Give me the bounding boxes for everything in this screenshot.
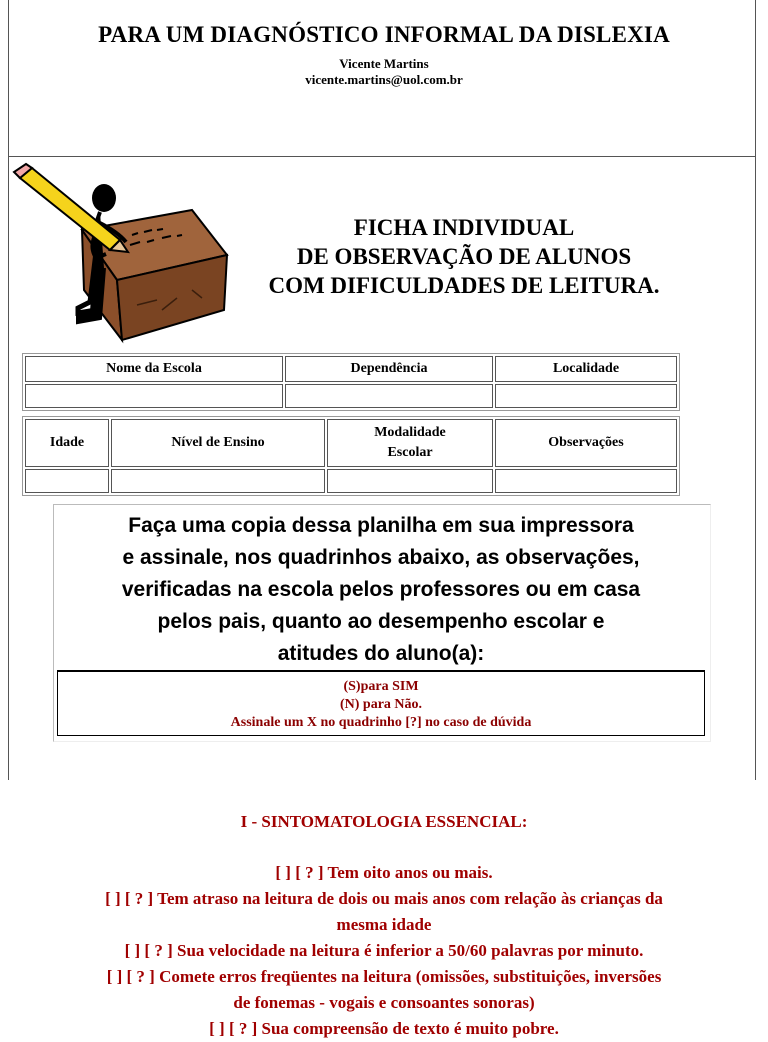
legend-no: (N) para Não. xyxy=(339,697,423,712)
symptom-item: [ ] [ ? ] Comete erros freqüentes na leitura (omissões, substituições, inversões xyxy=(106,967,662,986)
symptom-item: [ ] [ ? ] Sua compreensão de texto é muito pobre. xyxy=(209,1019,559,1038)
form-title-line-1: FICHA INDIVIDUAL xyxy=(353,215,575,240)
author-email: vicente.martins@uol.com.br xyxy=(305,72,463,87)
section-title: I - SINTOMATOLOGIA ESSENCIAL: xyxy=(240,812,528,831)
symptom-list xyxy=(20,860,748,1042)
author-name: Vicente Martins xyxy=(339,56,429,71)
legend-yes: (S)para SIM xyxy=(343,679,419,694)
symptom-item-continuation: mesma idade xyxy=(336,915,432,934)
symptom-item: [ ] [ ? ] Tem atraso na leitura de dois ou mais anos com relação às crianças da xyxy=(105,889,663,908)
header-age: Idade xyxy=(25,419,109,467)
frame-divider xyxy=(8,156,756,157)
form-title-line-2: DE OBSERVAÇÃO DE ALUNOS xyxy=(296,244,632,269)
school-info-table xyxy=(22,353,680,411)
field-school-name[interactable] xyxy=(25,384,283,408)
instructions-text xyxy=(53,510,709,670)
symptom-item: [ ] [ ? ] Sua velocidade na leitura é inferior a 50/60 palavras por minuto. xyxy=(124,941,644,960)
instructions-line-2: e assinale, nos quadrinhos abaixo, as observações, xyxy=(122,546,640,569)
header-school-name: Nome da Escola xyxy=(25,356,283,382)
field-age[interactable] xyxy=(25,469,109,493)
instructions-line-1: Faça uma copia dessa planilha em sua impressora xyxy=(128,514,634,537)
student-info-table xyxy=(22,416,680,496)
symptom-item: [ ] [ ? ] Tem oito anos ou mais. xyxy=(275,863,493,882)
header-dependency: Dependência xyxy=(285,356,493,382)
field-observations[interactable] xyxy=(495,469,677,493)
frame-right-line xyxy=(755,0,756,780)
field-school-modality[interactable] xyxy=(327,469,493,493)
page-title: PARA UM DIAGNÓSTICO INFORMAL DA DISLEXIA xyxy=(98,22,670,47)
header-school-modality-label: Modalidade Escolar xyxy=(374,425,446,460)
frame-left-line xyxy=(8,0,9,780)
header-locality: Localidade xyxy=(495,356,677,382)
answer-legend xyxy=(57,670,705,736)
form-title xyxy=(200,213,728,300)
author-block xyxy=(0,56,768,88)
instructions-line-3: verificadas na escola pelos professores ou em casa xyxy=(121,578,641,601)
header-observations: Observações xyxy=(495,419,677,467)
symptom-item-continuation: de fonemas - vogais e consoantes sonoras) xyxy=(233,993,535,1012)
field-education-level[interactable] xyxy=(111,469,325,493)
header-education-level: Nível de Ensino xyxy=(111,419,325,467)
field-locality[interactable] xyxy=(495,384,677,408)
field-dependency[interactable] xyxy=(285,384,493,408)
instructions-line-4: pelos pais, quanto ao desempenho escolar e xyxy=(157,610,605,633)
header-school-modality xyxy=(327,419,493,467)
legend-doubt: Assinale um X no quadrinho [?] no caso de dúvida xyxy=(230,715,532,730)
form-title-line-3: COM DIFICULDADES DE LEITURA. xyxy=(268,273,660,298)
instructions-line-5: atitudes do aluno(a): xyxy=(277,642,485,665)
